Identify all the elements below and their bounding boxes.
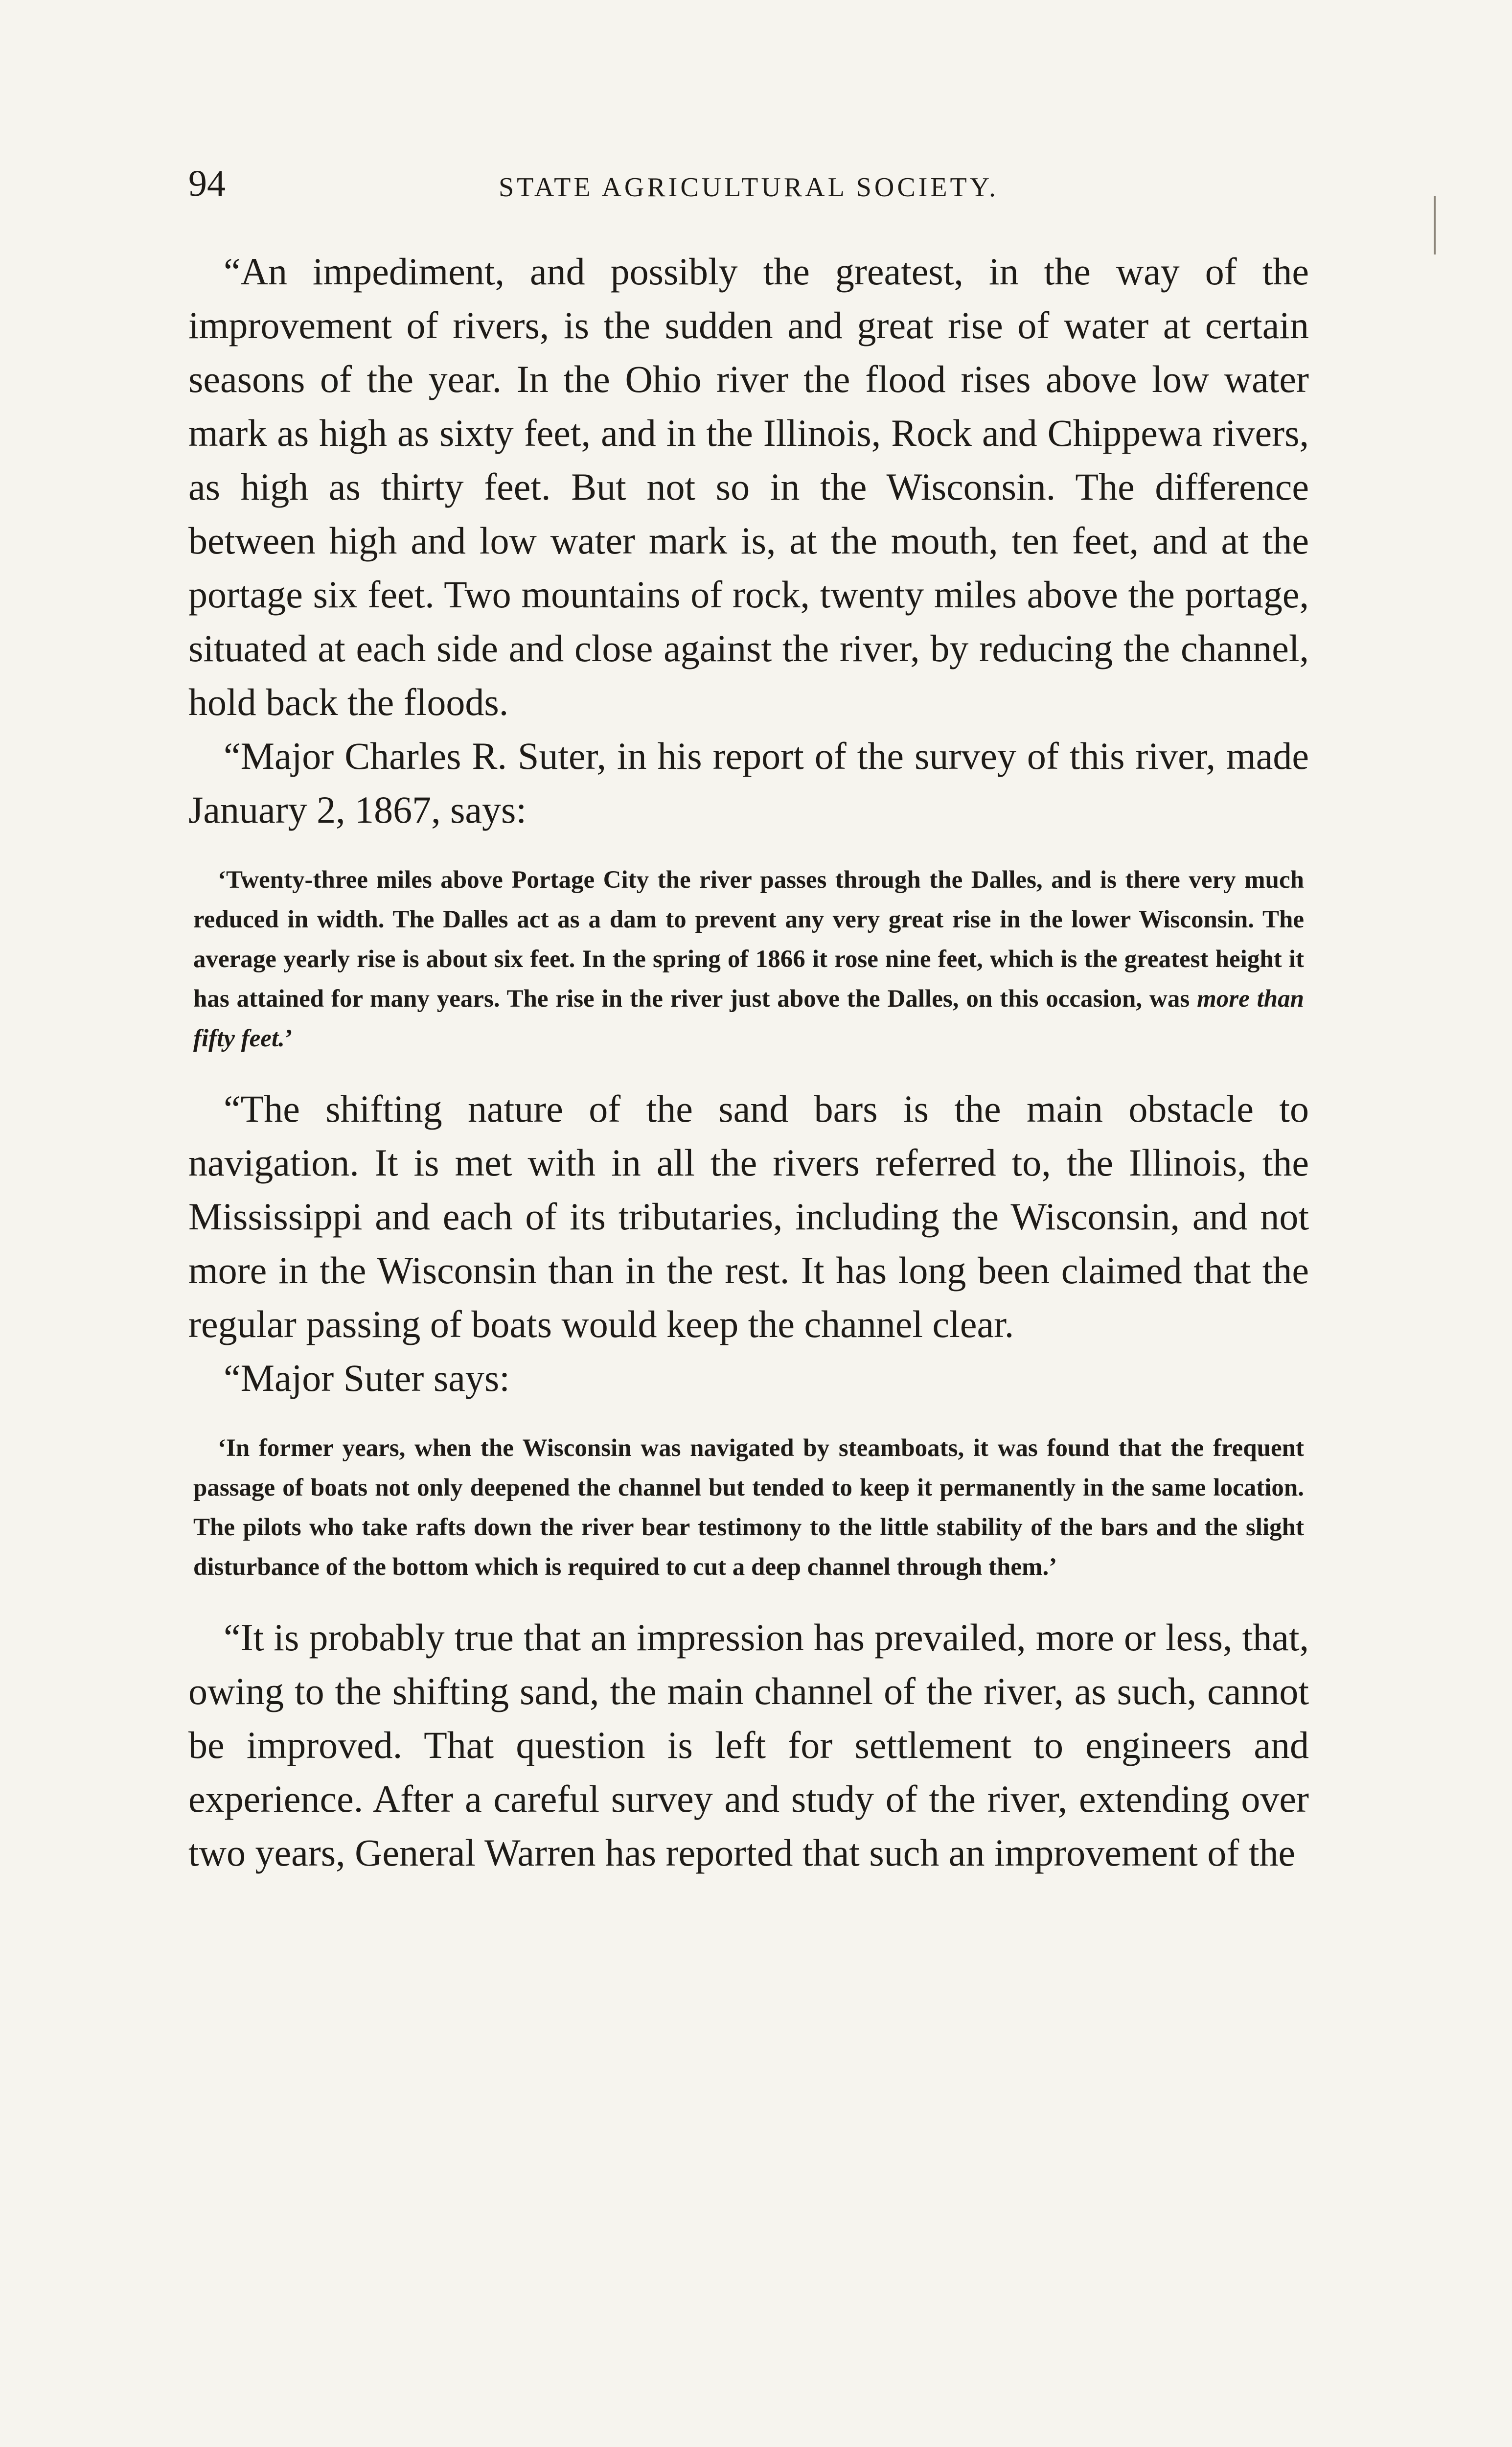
- quote-dalles-emphasis: more than fifty feet.: [193, 985, 1305, 1052]
- paragraph-warren-report: “It is probably true that an impression has prevailed, more or less, that, owing to the shifting sand, the main channel of the river, as such, cannot be improved. That question is left for settlement to engineers and experience. After a careful survey and study of the river, extending over two years, General Warren has reported that such an improvement of the: [188, 1616, 1309, 1874]
- page-number: 94: [188, 163, 226, 204]
- quote-dalles-text: ‘Twenty-three miles above Portage City the river passes through the Dalles, and is there very much reduced in width. The Dalles act as a dam to prevent any very great rise in the lower Wisconsin. The average yearly rise is about six feet. In the spring of 1866 it rose nine feet, which is the greatest height it has attained for many years. The rise in the river just above the Dalles, on this occasion, was: [193, 866, 1304, 1013]
- block-quote-steamboats: ‘In former years, when the Wisconsin was navigated by steamboats, it was found that the frequent passage of boats not only deepened the channel but tended to keep it permanently in the same location. The pilots who take rafts down the river bear testimony to the little stability of the bars and the slight disturbance of the bottom which is required to cut a deep channel through them.’: [193, 1434, 1304, 1581]
- running-head: STATE AGRICULTURAL SOCIETY.: [499, 172, 999, 203]
- paragraph-flood-rise: “An impediment, and possibly the greatest, in the way of the improvement of rivers, is the sudden and great rise of water at certain seasons of the year. In the Ohio river the flood rises above low water mark as high as sixty feet, and in the Illinois, Rock and Chippewa rivers, as high as thirty feet. But not so in the Wisconsin. The difference between high and low water mark is, at the mouth, ten feet, and at the portage six feet. Two mountains of rock, twenty miles above the portage, situated at each side and close against the river, by reducing the channel, hold back the floods.: [188, 250, 1309, 723]
- paragraph-sand-bars: “The shifting nature of the sand bars is the main obstacle to navigation. It is met with in all the rivers referred to, the Illinois, the Mississippi and each of its tributaries, including the Wisconsin, and not more in the Wisconsin than in the rest. It has long been claimed that the regular passing of boats would keep the channel clear.: [188, 1087, 1309, 1345]
- margin-mark: [1434, 196, 1436, 254]
- quote-dalles-close: ’: [284, 1025, 293, 1052]
- block-quote-dalles: [193, 860, 1304, 1059]
- paragraph-suter-says: “Major Suter says:: [224, 1357, 510, 1399]
- paragraph-suter-report: “Major Charles R. Suter, in his report of the survey of this river, made January 2, 1867, says:: [188, 735, 1309, 831]
- page-header: [188, 159, 1309, 213]
- text-column: [188, 245, 1309, 1880]
